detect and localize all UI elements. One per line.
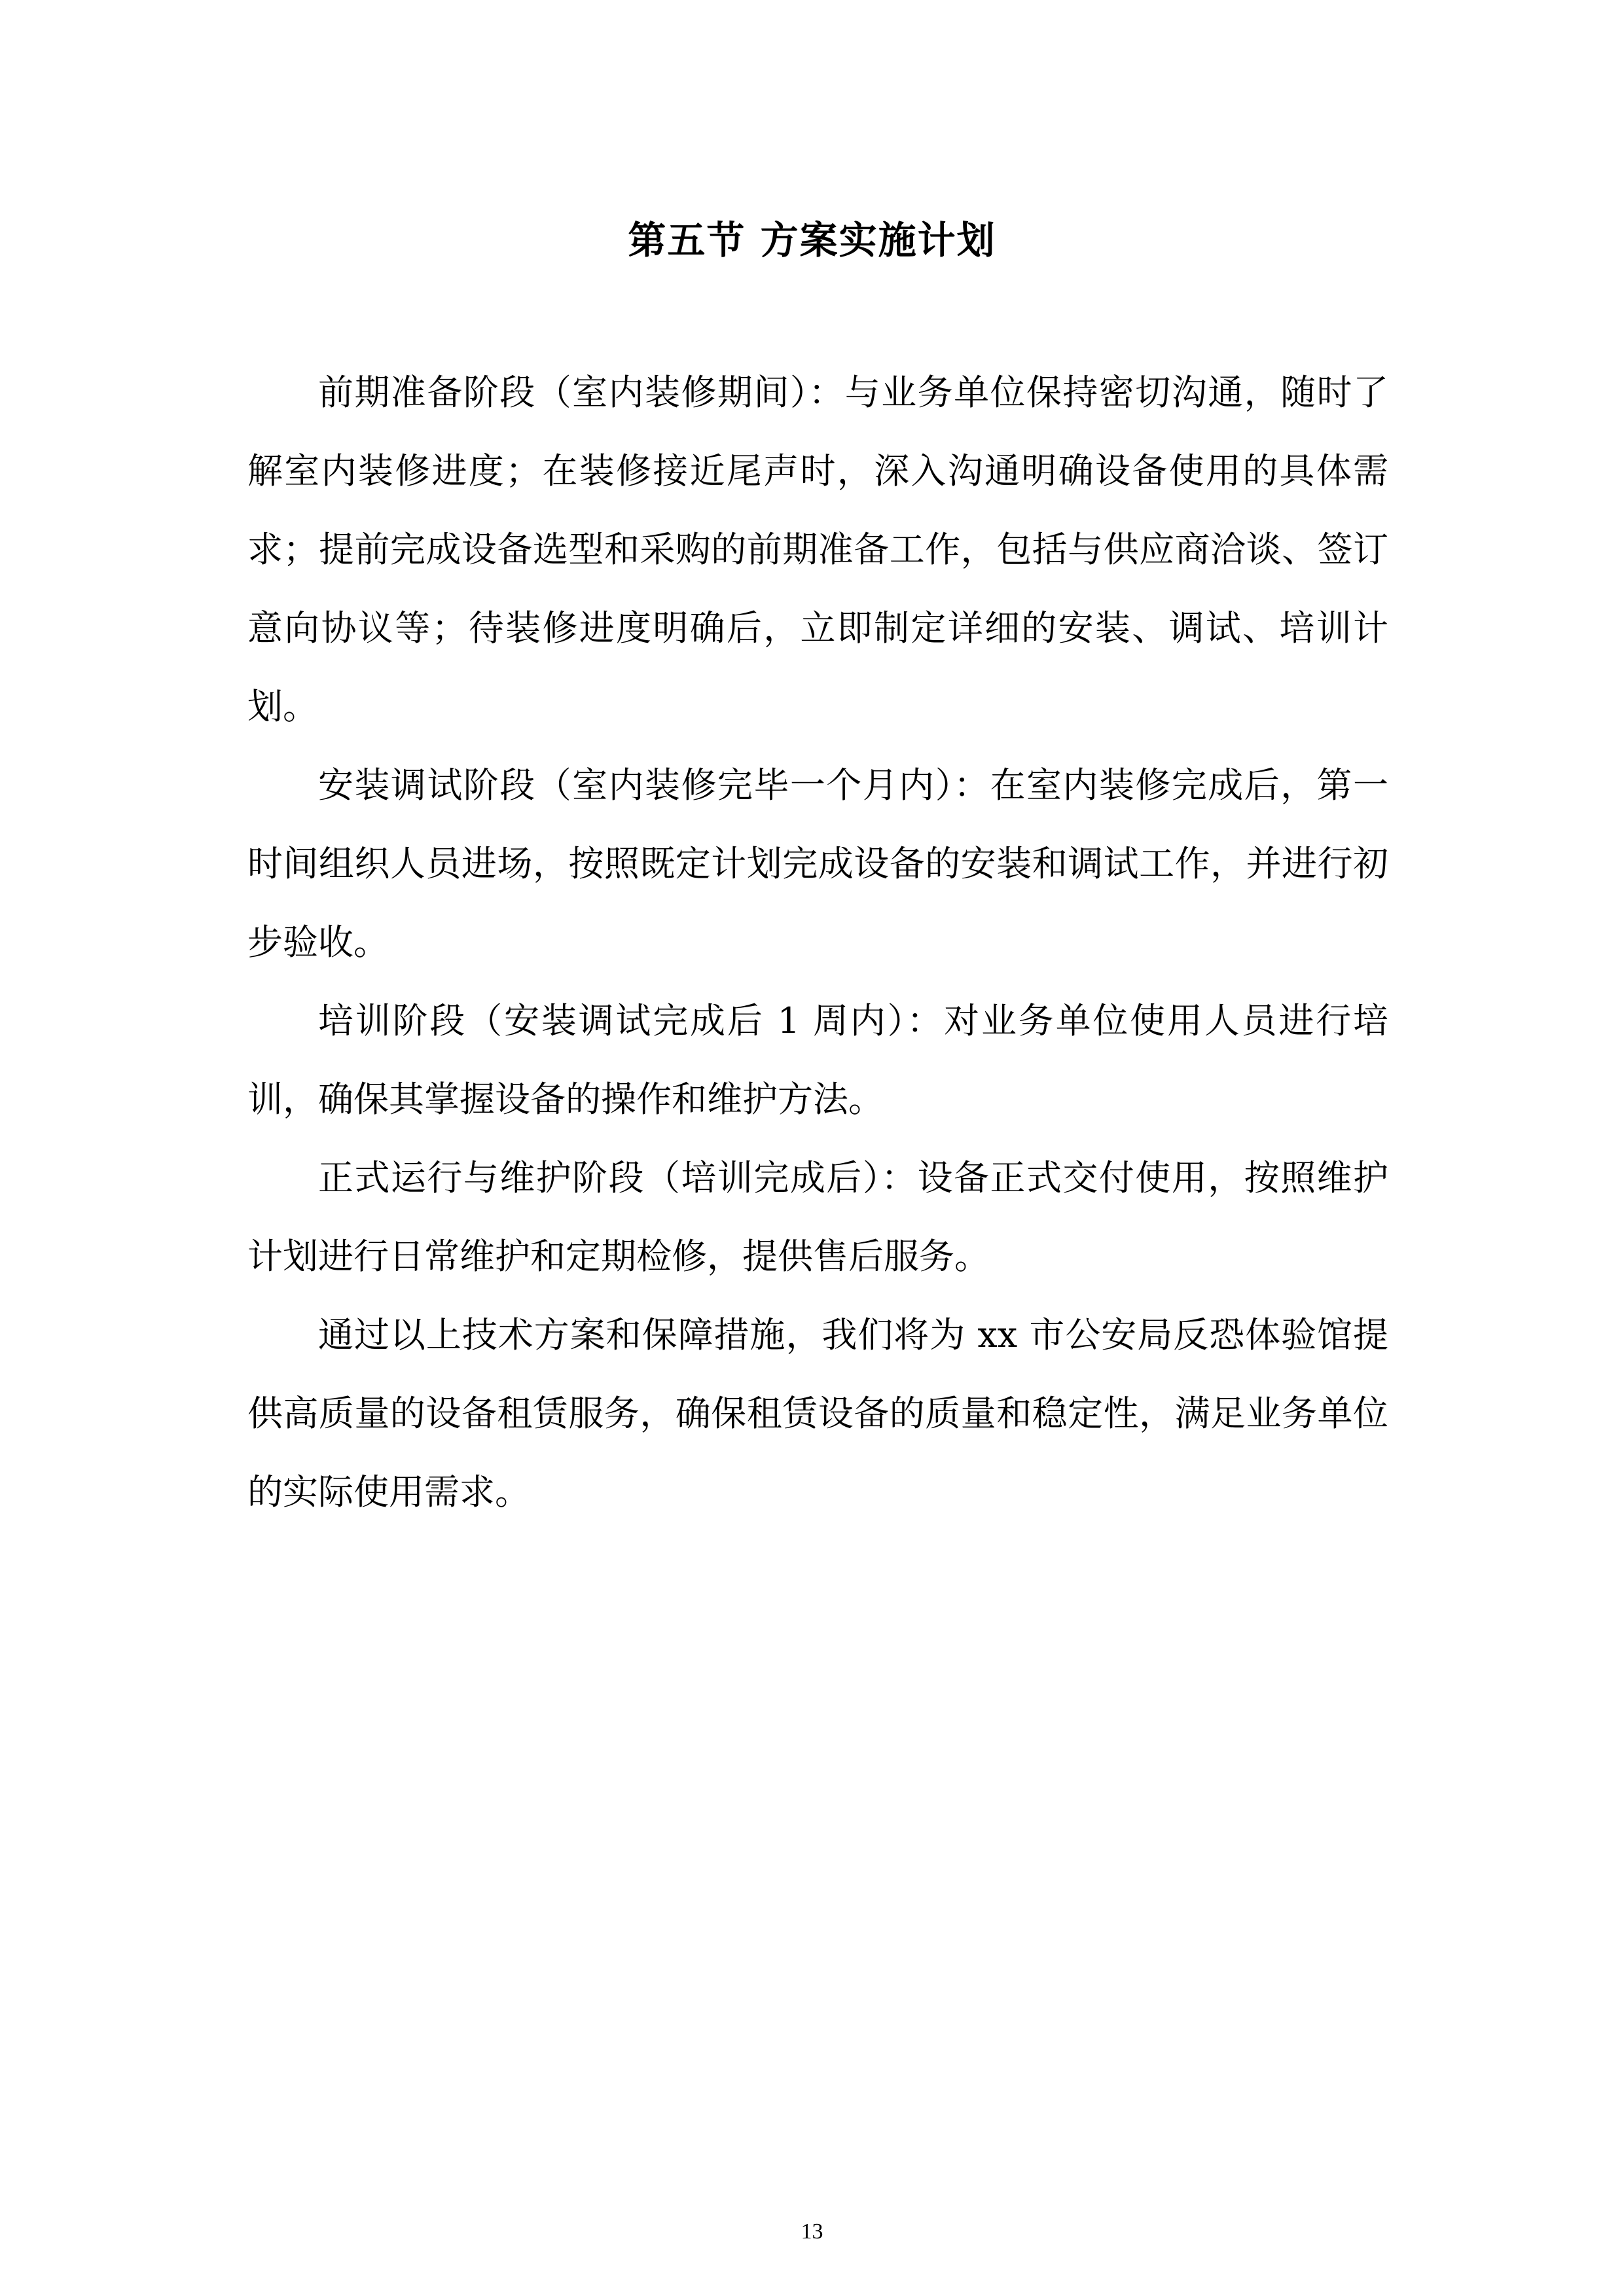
paragraph-installation-phase: 安装调试阶段（室内装修完毕一个月内）：在室内装修完成后，第一时间组织人员进场，按照既定计划完成设备的安装和调试工作，并进行初步验收。	[247, 764, 1388, 963]
section-title: 第五节 方案实施计划	[628, 218, 996, 262]
paragraph-operation-phase: 正式运行与维护阶段（培训完成后）：设备正式交付使用，按照维护计划进行日常维护和定期检修，提供售后服务。	[247, 1157, 1388, 1277]
paragraph-conclusion: 通过以上技术方案和保障措施，我们将为 xx 市公安局反恐体验馆提供高质量的设备租赁服务，确保租赁设备的质量和稳定性，满足业务单位的实际使用需求。	[247, 1314, 1388, 1513]
body-text	[247, 353, 1388, 1532]
page-number: 13	[801, 2219, 823, 2244]
paragraph-preparation-phase: 前期准备阶段（室内装修期间）：与业务单位保持密切沟通，随时了解室内装修进度；在装修接近尾声时，深入沟通明确设备使用的具体需求；提前完成设备选型和采购的前期准备工作，包括与供应商洽谈、签订意向协议等；待装修进度明确后，立即制定详细的安装、调试、培训计划。	[247, 372, 1388, 727]
paragraph-training-phase: 培训阶段（安装调试完成后 1 周内）：对业务单位使用人员进行培训，确保其掌握设备的操作和维护方法。	[247, 1000, 1388, 1120]
